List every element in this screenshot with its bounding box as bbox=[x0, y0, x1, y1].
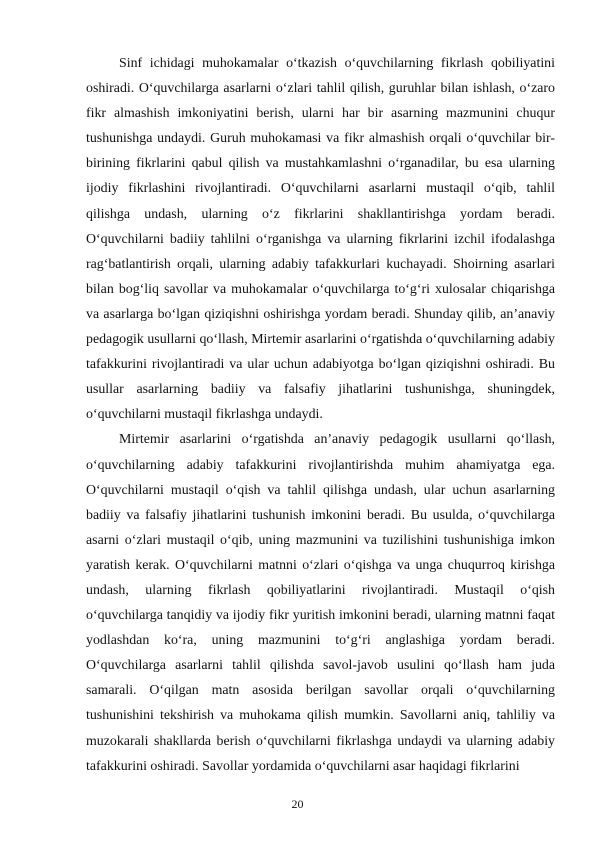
body-text bbox=[86, 51, 555, 779]
paragraph: Sinf ichidagi muhokamalar o‘tkazish o‘quvchilarning fikrlash qobiliyatini oshiradi. O‘quvchilarga asarlarni o‘zlari tahlil qilish, guruhlar bilan ishlash, o‘zaro fikr almashish imkoniyatini berish, ularni har bir asarning mazmunini chuqur tushunishga undaydi. Guruh muhokamasi va fikr almashish orqali o‘quvchilar bir-birining fikrlarini qabul qilish va mustahkamlashni o‘rganadilar, bu esa ularning ijodiy fikrlashini rivojlantiradi. O‘quvchilarni asarlarni mustaqil o‘qib, tahlil qilishga undash, ularning o‘z fikrlarini shakllantirishga yordam beradi. O‘quvchilarni badiiy tahlilni o‘rganishga va ularning fikrlarini izchil ifodalashga rag‘batlantirish orqali, ularning adabiy tafakkurlari kuchayadi. Shoirning asarlari bilan bog‘liq savollar va muhokamalar o‘quvchilarga to‘g‘ri xulosalar chiqarishga va asarlarga bo‘lgan qiziqishni oshirishga yordam beradi. Shunday qilib, an’anaviy pedagogik usullarni qo‘llash, Mirtemir asarlarini o‘rgatishda o‘quvchilarning adabiy tafakkurini rivojlantiradi va ular uchun adabiyotga bo‘lgan qiziqishni oshiradi. Bu usullar asarlarning badiiy va falsafiy jihatlarini tushunishga, shuningdek, o‘quvchilarni mustaqil fikrlashga undaydi. bbox=[86, 56, 555, 423]
page-number: 20 bbox=[291, 797, 304, 811]
paragraph: Mirtemir asarlarini o‘rgatishda an’anaviy pedagogik usullarni qo‘llash, o‘quvchilarning adabiy tafakkurini rivojlantirishda muhim ahamiyatga ega. O‘quvchilarni mustaqil o‘qish va tahlil qilishga undash, ular uchun asarlarning badiiy va falsafiy jihatlarini tushunish imkonini beradi. Bu usulda, o‘quvchilarga asarni o‘zlari mustaqil o‘qib, uning mazmunini va tuzilishini tushunishiga imkon yaratish kerak. O‘quvchilarni matnni o‘zlari o‘qishga va unga chuqurroq kirishga undash, ularning fikrlash qobiliyatlarini rivojlantiradi. Mustaqil o‘qish o‘quvchilarga tanqidiy va ijodiy fikr yuritish imkonini beradi, ularning matnni faqat yodlashdan ko‘ra, uning mazmunini to‘g‘ri anglashiga yordam beradi. O‘quvchilarga asarlarni tahlil qilishda savol-javob usulini qo‘llash ham juda samarali. O‘qilgan matn asosida berilgan savollar orqali o‘quvchilarning tushunishini tekshirish va muhokama qilish mumkin. Savollarni aniq, tahliliy va muzokarali shakllarda berish o‘quvchilarni fikrlashga undaydi va ularning adabiy tafakkurini oshiradi. Savollar yordamida o‘quvchilarni asar haqidagi fikrlarini bbox=[86, 432, 555, 774]
